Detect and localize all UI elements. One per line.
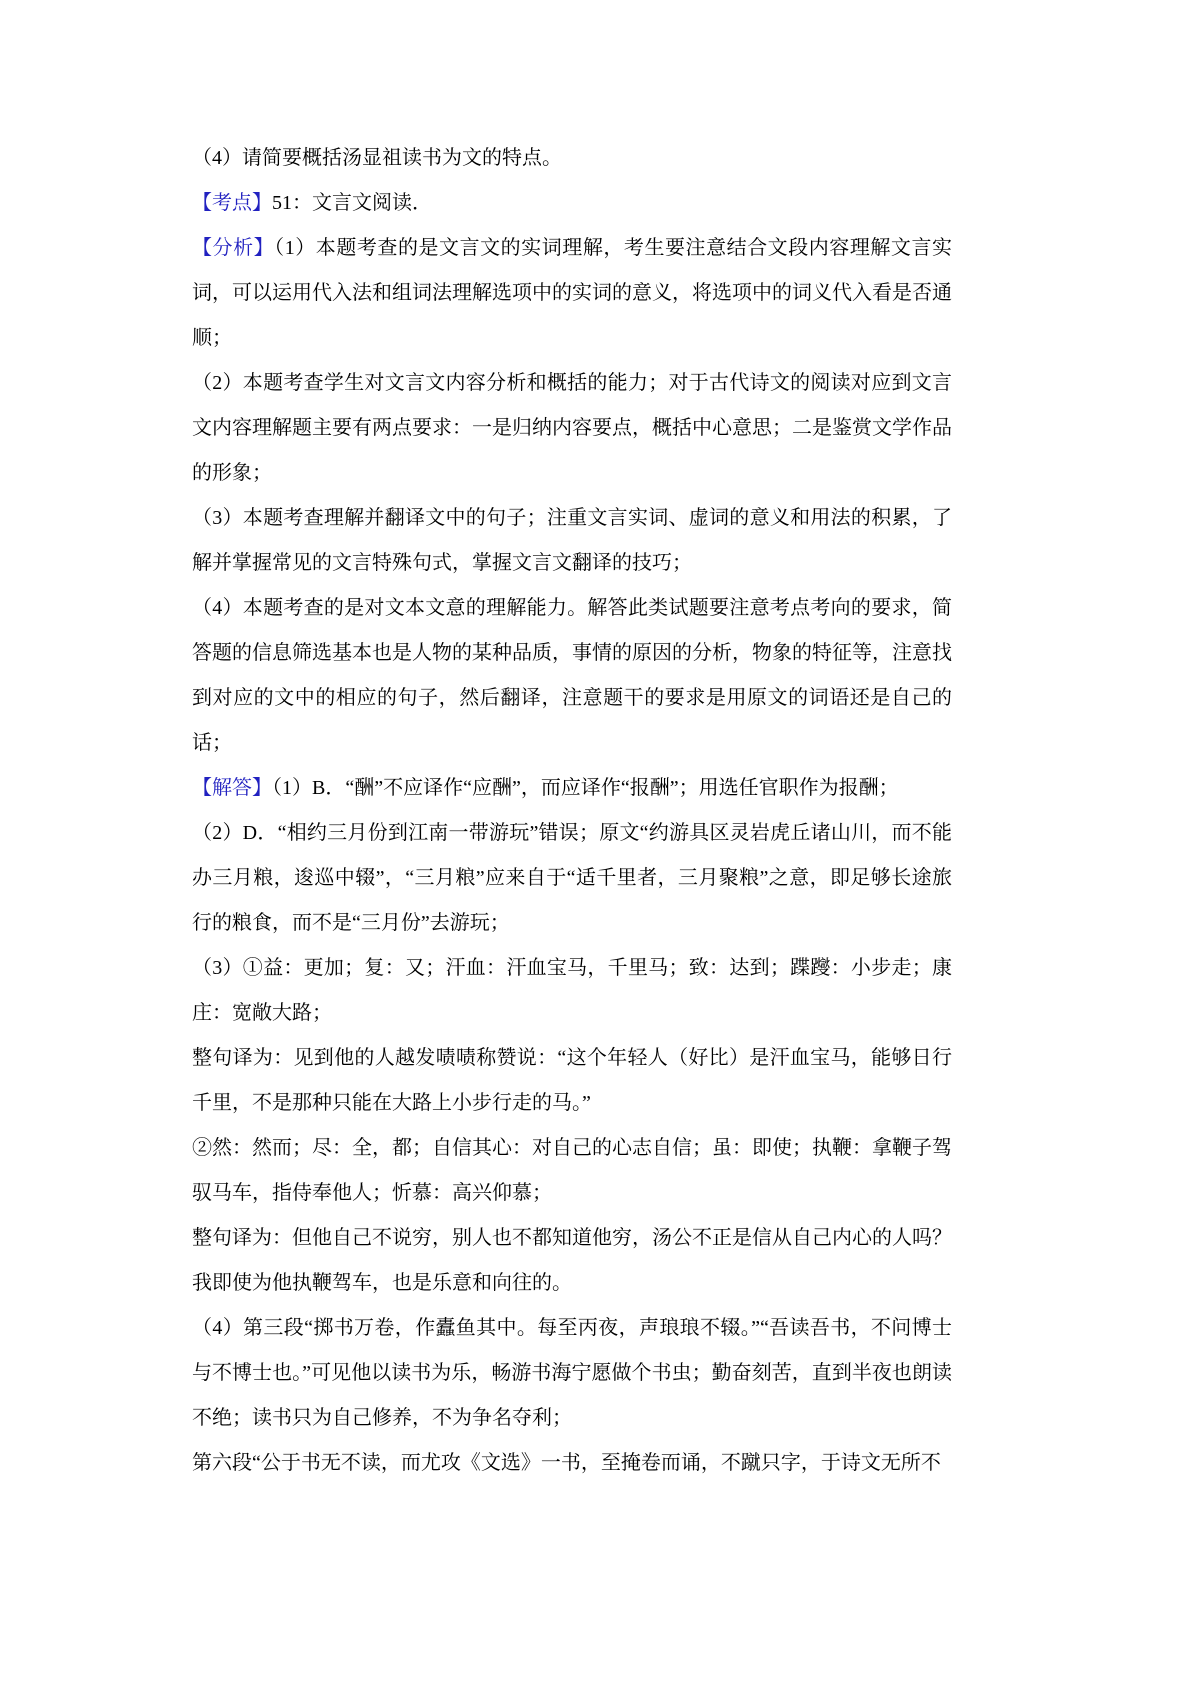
paragraph-text: （3）本题考查理解并翻译文中的句子；注重文言实词、虚词的意义和用法的积累，了解并掌握常见的文言特殊句式，掌握文言文翻译的技巧； bbox=[192, 507, 952, 574]
document-body bbox=[192, 136, 952, 1486]
paragraph bbox=[192, 766, 952, 811]
section-label: 【解答】 bbox=[192, 777, 272, 799]
paragraph-text: （4）本题考查的是对文本文意的理解能力。解答此类试题要注意考点考向的要求，简答题的信息筛选基本也是人物的某种品质，事情的原因的分析，物象的特征等，注意找到对应的文中的相应的句子，然后翻译，注意题干的要求是用原文的词语还是自己的话； bbox=[192, 597, 952, 754]
paragraph-text: （1）B．“酬”不应译作“应酬”，而应译作“报酬”；用选任官职作为报酬； bbox=[272, 777, 899, 799]
paragraph-text: ②然：然而；尽：全，都；自信其心：对自己的心志自信；虽：即使；执鞭：拿鞭子驾驭马车，指侍奉他人；忻慕：高兴仰慕； bbox=[192, 1137, 952, 1204]
paragraph bbox=[192, 586, 952, 766]
paragraph bbox=[192, 361, 952, 496]
paragraph-text: （2）本题考查学生对文言文内容分析和概括的能力；对于古代诗文的阅读对应到文言文内容理解题主要有两点要求：一是归纳内容要点，概括中心意思；二是鉴赏文学作品的形象； bbox=[192, 372, 952, 484]
paragraph bbox=[192, 1126, 952, 1216]
paragraph bbox=[192, 811, 952, 946]
paragraph-text: 第六段“公于书无不读，而尤攻《文选》一书，至掩卷而诵，不蹴只字，于诗文无所不 bbox=[192, 1452, 941, 1474]
paragraph bbox=[192, 1036, 952, 1126]
paragraph-text: （2）D．“相约三月份到江南一带游玩”错误；原文“约游具区灵岩虎丘诸山川，而不能办三月粮，逡巡中辍”，“三月粮”应来自于“适千里者，三月聚粮”之意，即足够长途旅行的粮食，而不是“三月份”去游玩； bbox=[192, 822, 952, 934]
paragraph-text: 整句译为：见到他的人越发啧啧称赞说：“这个年轻人（好比）是汗血宝马，能够日行千里，不是那种只能在大路上小步行走的马。” bbox=[192, 1047, 952, 1114]
paragraph bbox=[192, 1216, 952, 1306]
paragraph-text: （4）第三段“掷书万卷，作蠹鱼其中。每至丙夜，声琅琅不辍。”“吾读吾书，不问博士与不博士也。”可见他以读书为乐，畅游书海宁愿做个书虫；勤奋刻苦，直到半夜也朗读不绝；读书只为自己修养，不为争名夺利； bbox=[192, 1317, 952, 1429]
paragraph bbox=[192, 496, 952, 586]
paragraph-text: 整句译为：但他自己不说穷，别人也不都知道他穷，汤公不正是信从自己内心的人吗？我即使为他执鞭驾车，也是乐意和向往的。 bbox=[192, 1227, 952, 1294]
section-label: 【分析】 bbox=[192, 237, 275, 259]
section-label: 【考点】 bbox=[192, 192, 272, 214]
paragraph-text: 51：文言文阅读． bbox=[272, 192, 432, 214]
paragraph bbox=[192, 226, 952, 361]
paragraph-text: （4）请简要概括汤显祖读书为文的特点。 bbox=[192, 147, 562, 169]
paragraph bbox=[192, 1306, 952, 1441]
paragraph bbox=[192, 1441, 952, 1486]
paragraph bbox=[192, 946, 952, 1036]
paragraph bbox=[192, 181, 952, 226]
paragraph-text: （3）①益：更加；复：又；汗血：汗血宝马，千里马；致：达到；蹀躞：小步走；康庄：宽敞大路； bbox=[192, 957, 952, 1024]
paragraph-text: （1）本题考查的是文言文的实词理解，考生要注意结合文段内容理解文言实词，可以运用代入法和组词法理解选项中的实词的意义，将选项中的词义代入看是否通顺； bbox=[192, 237, 953, 349]
paragraph bbox=[192, 136, 952, 181]
